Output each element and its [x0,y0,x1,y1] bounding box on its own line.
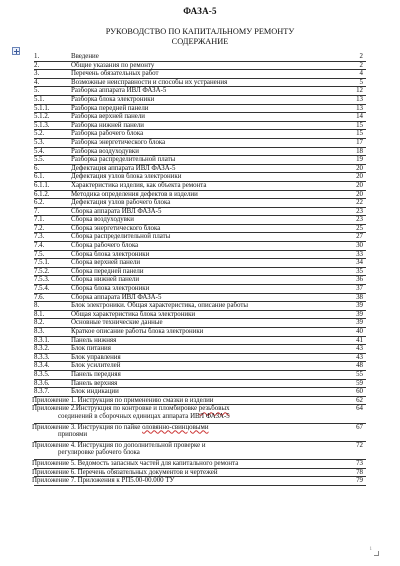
toc-row [34,294,366,303]
appendix-line2: припоями [58,431,88,439]
toc-page: 4 [359,70,363,78]
toc-number: 6.1.2. [34,190,50,198]
toc-page: 2 [359,53,363,60]
toc-number: 8.1. [34,310,45,318]
toc-title: Панель верхняя [71,379,118,387]
toc-title: Сборка верхней панели [71,259,141,267]
toc-page: 20 [356,190,363,198]
toc-title: Возможные неисправности и способы их устранения [71,78,228,86]
toc-number: 7.5.3. [34,276,50,284]
toc-page: 59 [356,379,363,387]
toc-row [34,362,366,371]
toc-page: 5 [359,78,363,86]
toc-page: 17 [356,138,363,146]
appendix-page: 78 [356,468,363,476]
toc-page: 34 [356,259,363,267]
appendix-row [34,477,366,486]
toc-row [34,225,366,234]
toc-row [34,87,366,96]
toc-row [34,96,366,105]
appendix-line2: соединений в сборочных единицах аппарата ИВЛ ФАЗА-5 [58,412,230,420]
appendix-title [32,442,340,459]
toc-row [34,216,366,225]
toc-page: 38 [356,293,363,301]
toc-row [34,182,366,191]
toc-title: Дефектация аппарата ИВЛ ФАЗА-5 [71,164,176,172]
toc-title: Панель нижняя [71,336,117,344]
toc-page: 25 [356,224,363,232]
toc-number: 6. [34,164,40,172]
appendix-page: 62 [356,396,363,404]
toc-row [34,268,366,277]
toc-title: Сборка аппарата ИВЛ ФАЗА-5 [71,293,162,301]
toc-number: 7.5.1. [34,259,50,267]
toc-title: Разборка блока электроники [71,95,155,103]
toc-page: 36 [356,276,363,284]
toc-row [34,259,366,268]
toc-page: 55 [356,370,363,378]
spellcheck-flag: резьбовых [198,405,230,413]
appendix-page: 73 [356,459,363,467]
toc-number: 8.2. [34,319,45,327]
toc-number: 8.3.3. [34,353,50,361]
toc-title: Сборка нижней панели [71,276,140,284]
toc-title: Блок индикации [71,388,119,396]
toc-number: 7.6. [34,293,45,301]
toc-title: Разборка энергетического блока [71,138,166,146]
toc-page: 20 [356,164,363,172]
toc-title: Разборка верхней панели [71,113,145,121]
appendix-page: 67 [356,423,363,431]
toc-row [34,62,366,71]
toc-title: Сборка передней панели [71,267,144,275]
toc-page: 41 [356,336,363,344]
appendix-title [32,469,340,477]
toc-row [34,380,366,389]
appendix-line1: Приложение 7. Приложения к РП5.00-00.000 ТУ [32,477,175,485]
appendix-page: 79 [356,477,363,485]
toc-number: 8.3.2. [34,345,50,353]
appendix-page: 72 [356,441,363,449]
toc-page: 13 [356,104,363,112]
toc-page: 22 [356,199,363,207]
toc-number: 3. [34,70,40,78]
toc-row [34,276,366,285]
toc-row [34,345,366,354]
toc-row [34,113,366,122]
toc-title: Блок электроники. Общая характеристика, описание работы [71,302,249,310]
toc-page: 40 [356,328,363,335]
table-of-contents [34,53,366,486]
toc-page: 15 [356,121,363,129]
toc-page: 23 [356,216,363,224]
toc-page: 20 [356,181,363,189]
toc-row [34,319,366,328]
toc-number: 5.5. [34,156,45,164]
toc-page: 19 [356,156,363,164]
toc-title: Блок питания [71,345,111,353]
toc-number: 5.2. [34,130,45,138]
toc-number: 5.1. [34,95,45,103]
toc-title: Сборка блока электроники [71,285,150,293]
page-number: 1 [369,547,372,552]
appendix-line2: регулировке рабочего блока [58,449,140,457]
toc-page: 14 [356,113,363,121]
toc-page: 12 [356,87,363,95]
toc-page: 33 [356,250,363,258]
toc-title: Разборка передней панели [71,104,149,112]
toc-title: Сборка энергетического блока [71,224,161,232]
toc-page: 35 [356,267,363,275]
toc-title: Блок управления [71,353,121,361]
toc-page: 60 [356,388,363,396]
toc-number: 7.5. [34,250,45,258]
appendix-row [34,424,366,442]
toc-number: 7.4. [34,242,45,250]
appendix-title [32,397,340,405]
toc-title: Сборка аппарата ИВЛ ФАЗА-5 [71,207,162,215]
toc-number: 5.1.3. [34,121,50,129]
toc-title: Общие указания по ремонту [71,61,155,69]
toc-number: 7.3. [34,233,45,241]
toc-number: 5.3. [34,138,45,146]
toc-row [34,251,366,260]
toc-row [34,328,366,337]
toc-number: 6.1.1. [34,181,50,189]
appendix-line1: Приложение 3. Инструкция по пайке оловянно-свинцовыми [32,423,209,431]
appendix-line1: Приложение 2.Инструкция по контровке и пломбировке резьбовых [32,405,230,413]
toc-number: 7.1. [34,216,45,224]
appendix-row [34,469,366,478]
toc-title: Дефектация узлов блока электроники [71,173,182,181]
toc-number: 8.3. [34,328,45,335]
appendix-title [32,424,340,441]
appendix-row [34,442,366,460]
toc-row [34,285,366,294]
page-corner-mark [374,551,379,556]
appendix-line1: Приложение 4. Инструкция по дополнительной проверке и [32,441,206,449]
toc-title: Сборка воздуходувки [71,216,134,224]
toc-title: Разборка рабочего блока [71,130,144,138]
toc-page: 23 [356,207,363,215]
toc-number: 8.3.7. [34,388,50,396]
toc-row [34,165,366,174]
toc-number: 8. [34,302,40,310]
appendix-title [32,405,340,422]
toc-row [34,233,366,242]
toc-title: Характеристика изделия, как объекта ремонта [71,181,207,189]
appendix-page: 64 [356,405,363,413]
toc-title: Разборка воздуходувки [71,147,139,155]
toc-number: 6.1. [34,173,45,181]
toc-number: 7. [34,207,40,215]
toc-row [34,148,366,157]
toc-number: 6.2. [34,199,45,207]
toc-row [34,173,366,182]
toc-page: 30 [356,242,363,250]
appendix-title [32,477,340,485]
toc-number: 4. [34,78,40,86]
toc-page: 20 [356,173,363,181]
toc-number: 5.1.2. [34,113,50,121]
toc-page: 43 [356,353,363,361]
toc-title: Методика определения дефектов в изделии [71,190,198,198]
toc-row [34,105,366,114]
toc-page: 39 [356,302,363,310]
toc-row [34,311,366,320]
toc-number: 2. [34,61,40,69]
appendix-title [32,460,340,468]
toc-page: 48 [356,362,363,370]
toc-title: Сборка распределительной платы [71,233,171,241]
toc-number: 5.4. [34,147,45,155]
toc-page: 18 [356,147,363,155]
toc-row [34,199,366,208]
toc-row [34,156,366,165]
toc-number: 8.3.6. [34,379,50,387]
toc-title: Общая характеристика блока электроники [71,310,196,318]
appendix-line1: Приложение 1. Инструкция по применению смазки в изделии [32,396,214,404]
toc-row [34,242,366,251]
appendix-row [34,460,366,469]
appendix-row [34,397,366,406]
appendix-row [34,405,366,423]
toc-number: 5. [34,87,40,95]
toc-row [34,191,366,200]
table-move-handle-icon[interactable] [12,47,20,55]
toc-row [34,337,366,346]
toc-number: 8.3.5. [34,370,50,378]
toc-page: 39 [356,319,363,327]
contents-heading: СОДЕРЖАНИЕ [171,37,229,46]
toc-page: 39 [356,310,363,318]
toc-row [34,208,366,217]
toc-row [34,79,366,88]
toc-row [34,130,366,139]
document-subtitle: РУКОВОДСТВО ПО КАПИТАЛЬНОМУ РЕМОНТУ [105,27,295,36]
toc-row [34,302,366,311]
toc-page: 43 [356,345,363,353]
toc-row [34,53,366,62]
toc-row [34,371,366,380]
toc-title: Перечень обязательных работ [71,70,159,78]
toc-number: 8.3.1. [34,336,50,344]
toc-title: Сборка рабочего блока [71,242,139,250]
toc-title: Введение [71,53,99,60]
document-title: ФАЗА-5 [183,6,217,16]
toc-number: 7.5.4. [34,285,50,293]
appendix-line1: Приложение 6. Перечень обязательных документов и чертежей [32,468,218,476]
toc-title: Разборка аппарата ИВЛ ФАЗА-5 [71,87,167,95]
appendix-line1: Приложение 5. Ведомость запасных частей для капитального ремонта [32,459,239,467]
toc-number: 7.5.2. [34,267,50,275]
toc-title: Основные технические данные [71,319,163,327]
toc-title: Разборка нижней панели [71,121,144,129]
toc-row [34,354,366,363]
toc-title: Дефектация узлов рабочего блока [71,199,171,207]
toc-row [34,388,366,397]
toc-number: 7.2. [34,224,45,232]
toc-page: 15 [356,130,363,138]
toc-title: Блок усилителей [71,362,121,370]
toc-title: Краткое описание работы блока электроники [71,328,204,335]
toc-row [34,139,366,148]
toc-number: 8.3.4. [34,362,50,370]
toc-title: Сборка блока электроники [71,250,150,258]
toc-page: 37 [356,285,363,293]
toc-page: 27 [356,233,363,241]
spellcheck-flag: оловянно-свинцовыми [142,423,209,431]
toc-row [34,70,366,79]
toc-number: 1. [34,53,40,60]
toc-row [34,122,366,131]
toc-page: 2 [359,61,363,69]
toc-title: Панель передняя [71,370,121,378]
toc-page: 13 [356,95,363,103]
toc-number: 5.1.1. [34,104,50,112]
toc-title: Разборка распределительной платы [71,156,176,164]
